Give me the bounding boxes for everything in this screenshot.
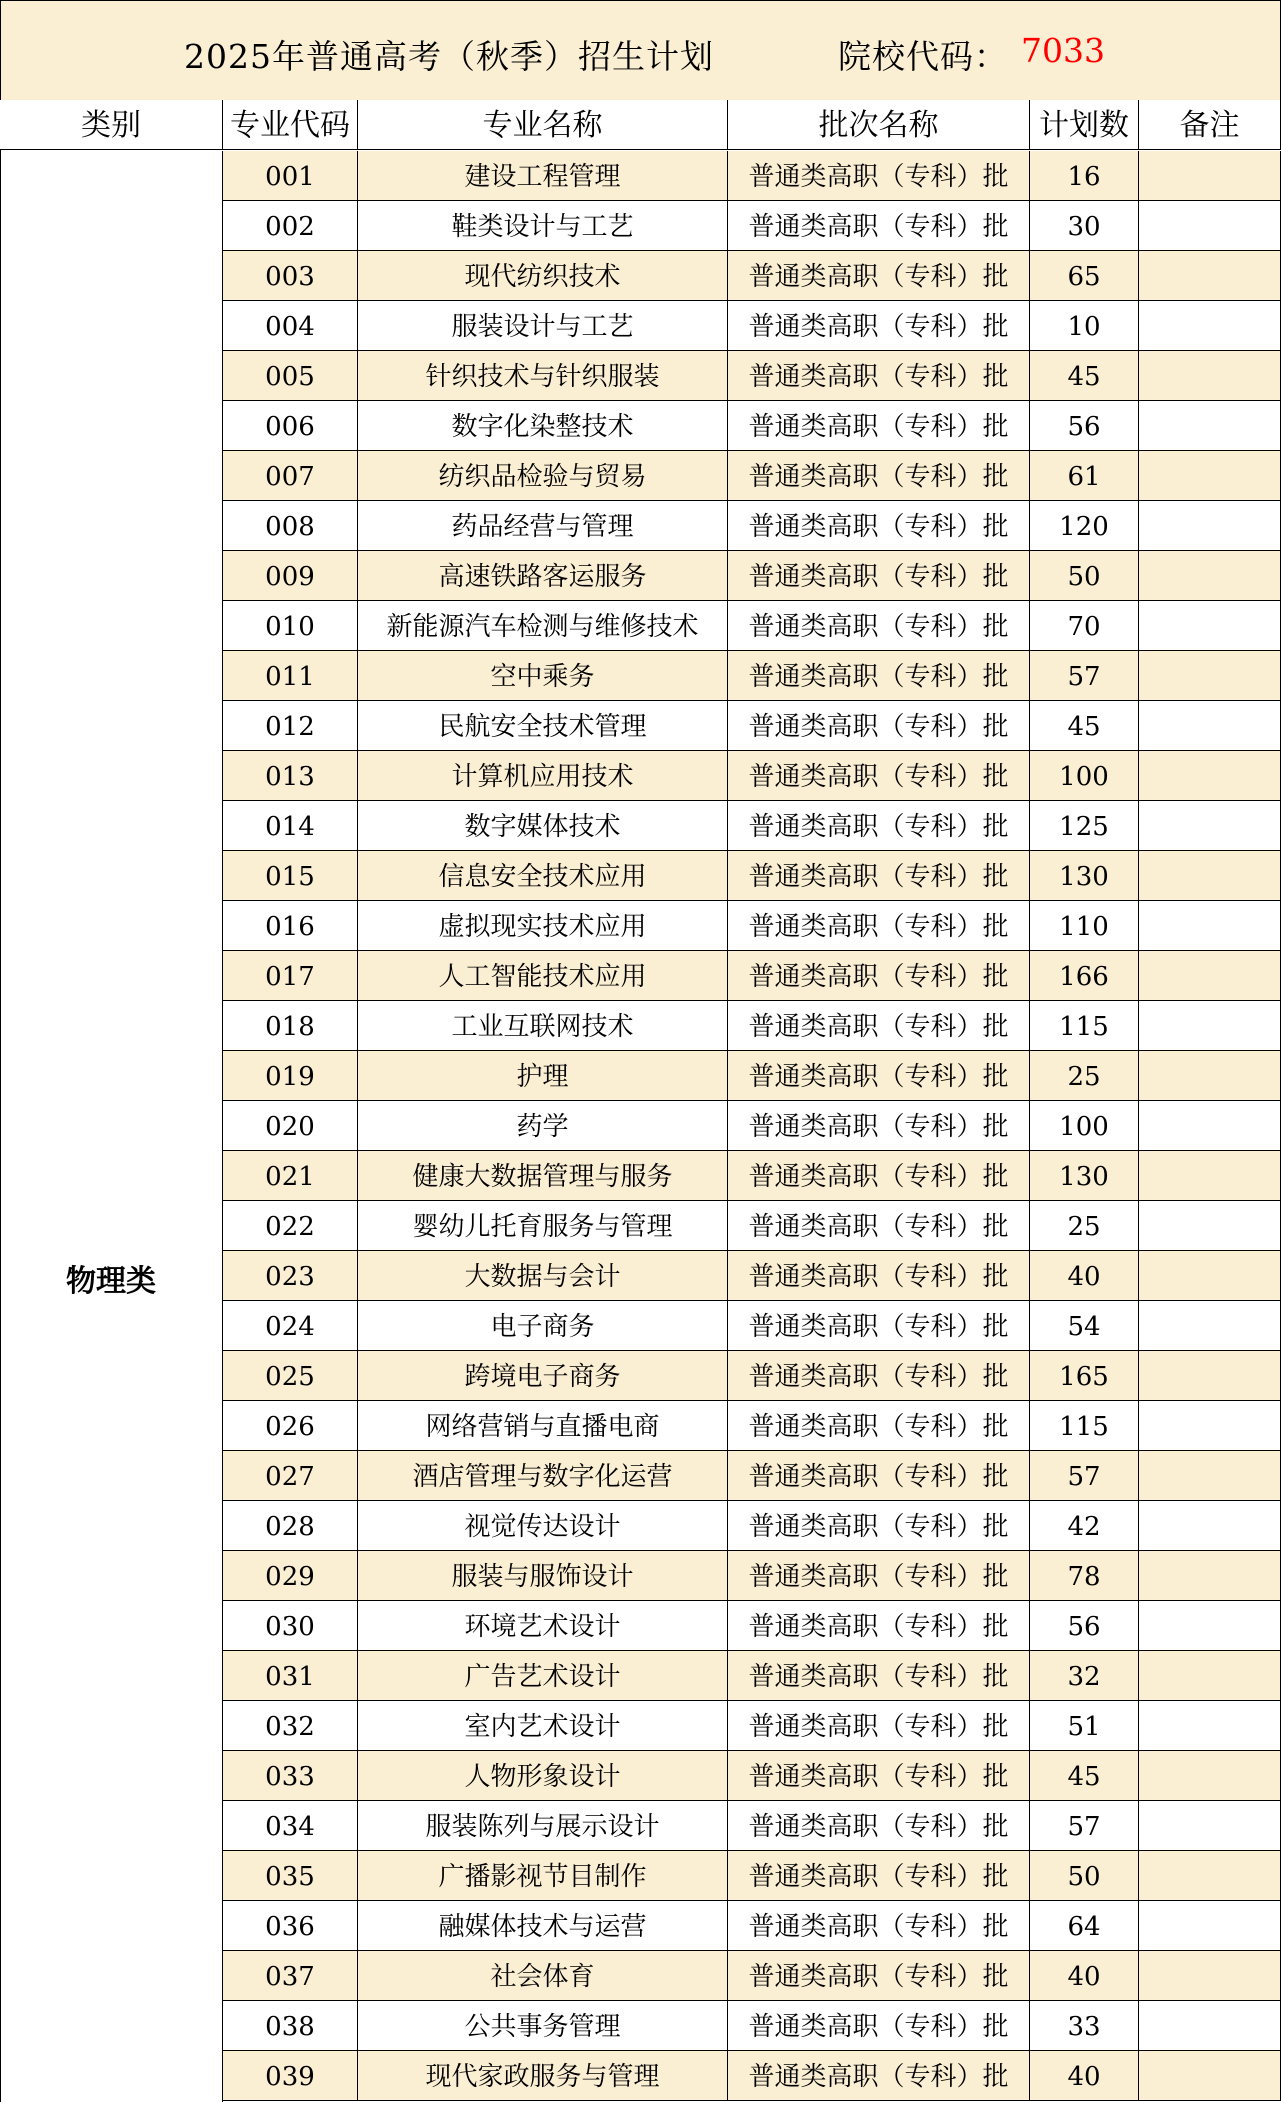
remarks-cell (1139, 251, 1281, 301)
table-row (223, 1601, 1281, 1651)
plan-count-cell: 50 (1030, 551, 1139, 601)
plan-count-cell: 32 (1030, 1651, 1139, 1701)
major-name-cell: 跨境电子商务 (358, 1351, 728, 1401)
major-code-cell: 038 (223, 2001, 358, 2051)
major-name-cell: 公共事务管理 (358, 2001, 728, 2051)
batch-name-cell: 普通类高职（专科）批 (728, 1901, 1030, 1951)
plan-count-cell: 45 (1030, 701, 1139, 751)
table-row (223, 701, 1281, 751)
major-code-cell: 020 (223, 1101, 358, 1151)
batch-name-cell: 普通类高职（专科）批 (728, 1551, 1030, 1601)
major-code-cell: 023 (223, 1251, 358, 1301)
table-row (223, 901, 1281, 951)
remarks-cell (1139, 1301, 1281, 1351)
table-row (223, 801, 1281, 851)
major-name-cell: 健康大数据管理与服务 (358, 1151, 728, 1201)
major-name-cell: 服装陈列与展示设计 (358, 1801, 728, 1851)
batch-name-cell: 普通类高职（专科）批 (728, 1751, 1030, 1801)
major-name-cell: 婴幼儿托育服务与管理 (358, 1201, 728, 1251)
table-row (223, 601, 1281, 651)
plan-count-cell: 120 (1030, 501, 1139, 551)
remarks-cell (1139, 1551, 1281, 1601)
batch-name-cell: 普通类高职（专科）批 (728, 1601, 1030, 1651)
batch-name-cell: 普通类高职（专科）批 (728, 151, 1030, 201)
major-code-cell: 019 (223, 1051, 358, 1101)
plan-count-cell: 45 (1030, 1751, 1139, 1801)
batch-name-cell: 普通类高职（专科）批 (728, 2001, 1030, 2051)
major-code-cell: 018 (223, 1001, 358, 1051)
batch-name-cell: 普通类高职（专科）批 (728, 1501, 1030, 1551)
major-name-cell: 工业互联网技术 (358, 1001, 728, 1051)
major-code-cell: 001 (223, 151, 358, 201)
table-row (223, 201, 1281, 251)
plan-count-cell: 100 (1030, 1101, 1139, 1151)
batch-name-cell: 普通类高职（专科）批 (728, 401, 1030, 451)
major-name-cell: 现代家政服务与管理 (358, 2051, 728, 2101)
batch-name-cell: 普通类高职（专科）批 (728, 551, 1030, 601)
table-row (223, 1401, 1281, 1451)
major-name-cell: 信息安全技术应用 (358, 851, 728, 901)
table-row (223, 1501, 1281, 1551)
major-code-cell: 035 (223, 1851, 358, 1901)
major-code-cell: 037 (223, 1951, 358, 2001)
major-code-cell: 024 (223, 1301, 358, 1351)
plan-count-cell: 54 (1030, 1301, 1139, 1351)
remarks-cell (1139, 201, 1281, 251)
remarks-cell (1139, 1201, 1281, 1251)
school-code-value: 7033 (1021, 31, 1105, 70)
table-row (223, 1801, 1281, 1851)
table-row (223, 1001, 1281, 1051)
major-code-cell: 027 (223, 1451, 358, 1501)
major-code-cell: 017 (223, 951, 358, 1001)
remarks-cell (1139, 1101, 1281, 1151)
major-code-cell: 008 (223, 501, 358, 551)
remarks-cell (1139, 2051, 1281, 2101)
major-code-cell: 032 (223, 1701, 358, 1751)
major-code-cell: 039 (223, 2051, 358, 2101)
plan-count-cell: 100 (1030, 751, 1139, 801)
table-row (223, 1901, 1281, 1951)
remarks-cell (1139, 1751, 1281, 1801)
batch-name-cell: 普通类高职（专科）批 (728, 301, 1030, 351)
remarks-cell (1139, 2001, 1281, 2051)
major-name-cell: 数字媒体技术 (358, 801, 728, 851)
header-major-name: 专业名称 (358, 100, 728, 150)
batch-name-cell: 普通类高职（专科）批 (728, 751, 1030, 801)
plan-count-cell: 40 (1030, 2051, 1139, 2101)
plan-count-cell: 30 (1030, 201, 1139, 251)
header-category: 类别 (0, 100, 223, 150)
title-bar (0, 0, 1281, 101)
remarks-cell (1139, 551, 1281, 601)
table-row (223, 351, 1281, 401)
batch-name-cell: 普通类高职（专科）批 (728, 201, 1030, 251)
major-code-cell: 021 (223, 1151, 358, 1201)
table-row (223, 1151, 1281, 1201)
major-name-cell: 服装与服饰设计 (358, 1551, 728, 1601)
remarks-cell (1139, 1951, 1281, 2001)
plan-count-cell: 130 (1030, 1151, 1139, 1201)
remarks-cell (1139, 651, 1281, 701)
table-row (223, 1951, 1281, 2001)
major-name-cell: 高速铁路客运服务 (358, 551, 728, 601)
major-code-cell: 002 (223, 201, 358, 251)
major-name-cell: 电子商务 (358, 1301, 728, 1351)
batch-name-cell: 普通类高职（专科）批 (728, 451, 1030, 501)
major-code-cell: 025 (223, 1351, 358, 1401)
major-code-cell: 014 (223, 801, 358, 851)
batch-name-cell: 普通类高职（专科）批 (728, 801, 1030, 851)
major-code-cell: 015 (223, 851, 358, 901)
remarks-cell (1139, 351, 1281, 401)
major-name-cell: 社会体育 (358, 1951, 728, 2001)
major-code-cell: 011 (223, 651, 358, 701)
major-name-cell: 人工智能技术应用 (358, 951, 728, 1001)
major-name-cell: 广告艺术设计 (358, 1651, 728, 1701)
batch-name-cell: 普通类高职（专科）批 (728, 1451, 1030, 1501)
table-row (223, 1051, 1281, 1101)
table-row (223, 1751, 1281, 1801)
batch-name-cell: 普通类高职（专科）批 (728, 251, 1030, 301)
major-name-cell: 人物形象设计 (358, 1751, 728, 1801)
remarks-cell (1139, 1401, 1281, 1451)
header-remarks: 备注 (1139, 100, 1281, 150)
remarks-cell (1139, 701, 1281, 751)
table-row (223, 1701, 1281, 1751)
remarks-cell (1139, 751, 1281, 801)
table-row (223, 1351, 1281, 1401)
table-row (223, 451, 1281, 501)
remarks-cell (1139, 451, 1281, 501)
major-code-cell: 006 (223, 401, 358, 451)
table-row (223, 301, 1281, 351)
batch-name-cell: 普通类高职（专科）批 (728, 1401, 1030, 1451)
major-code-cell: 028 (223, 1501, 358, 1551)
table-row (223, 1551, 1281, 1601)
remarks-cell (1139, 1851, 1281, 1901)
remarks-cell (1139, 401, 1281, 451)
header-plan-count: 计划数 (1030, 100, 1139, 150)
major-name-cell: 室内艺术设计 (358, 1701, 728, 1751)
major-name-cell: 针织技术与针织服装 (358, 351, 728, 401)
table-row (223, 2051, 1281, 2101)
batch-name-cell: 普通类高职（专科）批 (728, 851, 1030, 901)
remarks-cell (1139, 1151, 1281, 1201)
remarks-cell (1139, 601, 1281, 651)
table-row (223, 151, 1281, 201)
header-major-code: 专业代码 (223, 100, 358, 150)
remarks-cell (1139, 1651, 1281, 1701)
major-name-cell: 虚拟现实技术应用 (358, 901, 728, 951)
plan-count-cell: 16 (1030, 151, 1139, 201)
major-code-cell: 003 (223, 251, 358, 301)
plan-count-cell: 110 (1030, 901, 1139, 951)
major-code-cell: 013 (223, 751, 358, 801)
table-row (223, 1451, 1281, 1501)
batch-name-cell: 普通类高职（专科）批 (728, 1151, 1030, 1201)
plan-count-cell: 25 (1030, 1201, 1139, 1251)
table-row (223, 501, 1281, 551)
plan-count-cell: 33 (1030, 2001, 1139, 2051)
major-name-cell: 大数据与会计 (358, 1251, 728, 1301)
plan-count-cell: 45 (1030, 351, 1139, 401)
major-code-cell: 033 (223, 1751, 358, 1801)
remarks-cell (1139, 1051, 1281, 1101)
remarks-cell (1139, 151, 1281, 201)
plan-count-cell: 40 (1030, 1251, 1139, 1301)
batch-name-cell: 普通类高职（专科）批 (728, 1951, 1030, 2001)
batch-name-cell: 普通类高职（专科）批 (728, 1101, 1030, 1151)
batch-name-cell: 普通类高职（专科）批 (728, 1701, 1030, 1751)
major-code-cell: 010 (223, 601, 358, 651)
remarks-cell (1139, 851, 1281, 901)
table-header-row (0, 100, 1281, 150)
batch-name-cell: 普通类高职（专科）批 (728, 1651, 1030, 1701)
batch-name-cell: 普通类高职（专科）批 (728, 951, 1030, 1001)
table-row (223, 1251, 1281, 1301)
batch-name-cell: 普通类高职（专科）批 (728, 501, 1030, 551)
plan-count-cell: 115 (1030, 1001, 1139, 1051)
batch-name-cell: 普通类高职（专科）批 (728, 1001, 1030, 1051)
remarks-cell (1139, 301, 1281, 351)
plan-count-cell: 57 (1030, 1801, 1139, 1851)
major-name-cell: 药学 (358, 1101, 728, 1151)
major-code-cell: 012 (223, 701, 358, 751)
remarks-cell (1139, 1001, 1281, 1051)
major-code-cell: 029 (223, 1551, 358, 1601)
major-code-cell: 031 (223, 1651, 358, 1701)
plan-count-cell: 130 (1030, 851, 1139, 901)
remarks-cell (1139, 1701, 1281, 1751)
plan-count-cell: 78 (1030, 1551, 1139, 1601)
school-code-label: 院校代码： (838, 37, 1008, 76)
batch-name-cell: 普通类高职（专科）批 (728, 1251, 1030, 1301)
batch-name-cell: 普通类高职（专科）批 (728, 651, 1030, 701)
plan-count-cell: 70 (1030, 601, 1139, 651)
major-name-cell: 民航安全技术管理 (358, 701, 728, 751)
plan-count-cell: 42 (1030, 1501, 1139, 1551)
plan-count-cell: 61 (1030, 451, 1139, 501)
batch-name-cell: 普通类高职（专科）批 (728, 2051, 1030, 2101)
major-name-cell: 酒店管理与数字化运营 (358, 1451, 728, 1501)
plan-count-cell: 57 (1030, 651, 1139, 701)
major-name-cell: 计算机应用技术 (358, 751, 728, 801)
plan-count-cell: 25 (1030, 1051, 1139, 1101)
category-cell (0, 151, 223, 2102)
major-name-cell: 鞋类设计与工艺 (358, 201, 728, 251)
page-title: 2025年普通高考（秋季）招生计划 (184, 37, 714, 76)
major-name-cell: 建设工程管理 (358, 151, 728, 201)
major-name-cell: 视觉传达设计 (358, 1501, 728, 1551)
table-row (223, 851, 1281, 901)
major-name-cell: 护理 (358, 1051, 728, 1101)
remarks-cell (1139, 951, 1281, 1001)
major-name-cell: 纺织品检验与贸易 (358, 451, 728, 501)
major-code-cell: 004 (223, 301, 358, 351)
table-row (223, 2001, 1281, 2051)
batch-name-cell: 普通类高职（专科）批 (728, 1201, 1030, 1251)
major-name-cell: 广播影视节目制作 (358, 1851, 728, 1901)
plan-count-cell: 56 (1030, 1601, 1139, 1651)
table-row (223, 651, 1281, 701)
table-row (223, 1101, 1281, 1151)
table-row (223, 1301, 1281, 1351)
plan-count-cell: 40 (1030, 1951, 1139, 2001)
plan-count-cell: 65 (1030, 251, 1139, 301)
remarks-cell (1139, 901, 1281, 951)
plan-count-cell: 56 (1030, 401, 1139, 451)
major-code-cell: 036 (223, 1901, 358, 1951)
major-name-cell: 药品经营与管理 (358, 501, 728, 551)
plan-count-cell: 125 (1030, 801, 1139, 851)
remarks-cell (1139, 1451, 1281, 1501)
batch-name-cell: 普通类高职（专科）批 (728, 1851, 1030, 1901)
remarks-cell (1139, 1351, 1281, 1401)
batch-name-cell: 普通类高职（专科）批 (728, 351, 1030, 401)
category-label: 物理类 (66, 1264, 156, 1299)
major-name-cell: 环境艺术设计 (358, 1601, 728, 1651)
plan-count-cell: 51 (1030, 1701, 1139, 1751)
batch-name-cell: 普通类高职（专科）批 (728, 1801, 1030, 1851)
remarks-cell (1139, 501, 1281, 551)
table-row (223, 1651, 1281, 1701)
plan-count-cell: 64 (1030, 1901, 1139, 1951)
remarks-cell (1139, 1501, 1281, 1551)
plan-count-cell: 115 (1030, 1401, 1139, 1451)
major-code-cell: 026 (223, 1401, 358, 1451)
major-name-cell: 网络营销与直播电商 (358, 1401, 728, 1451)
remarks-cell (1139, 1801, 1281, 1851)
table-row (223, 551, 1281, 601)
major-code-cell: 007 (223, 451, 358, 501)
major-name-cell: 服装设计与工艺 (358, 301, 728, 351)
major-name-cell: 空中乘务 (358, 651, 728, 701)
major-code-cell: 022 (223, 1201, 358, 1251)
plan-count-cell: 166 (1030, 951, 1139, 1001)
batch-name-cell: 普通类高职（专科）批 (728, 1051, 1030, 1101)
plan-count-cell: 165 (1030, 1351, 1139, 1401)
plan-count-cell: 10 (1030, 301, 1139, 351)
plan-count-cell: 57 (1030, 1451, 1139, 1501)
major-code-cell: 009 (223, 551, 358, 601)
table-row (223, 1851, 1281, 1901)
table-row (223, 951, 1281, 1001)
table-row (223, 1201, 1281, 1251)
major-code-cell: 016 (223, 901, 358, 951)
remarks-cell (1139, 1251, 1281, 1301)
major-name-cell: 现代纺织技术 (358, 251, 728, 301)
major-code-cell: 030 (223, 1601, 358, 1651)
batch-name-cell: 普通类高职（专科）批 (728, 701, 1030, 751)
table-row (223, 401, 1281, 451)
remarks-cell (1139, 1601, 1281, 1651)
remarks-cell (1139, 801, 1281, 851)
major-name-cell: 数字化染整技术 (358, 401, 728, 451)
batch-name-cell: 普通类高职（专科）批 (728, 901, 1030, 951)
major-code-cell: 005 (223, 351, 358, 401)
table-row (223, 251, 1281, 301)
batch-name-cell: 普通类高职（专科）批 (728, 601, 1030, 651)
batch-name-cell: 普通类高职（专科）批 (728, 1351, 1030, 1401)
header-batch-name: 批次名称 (728, 100, 1030, 150)
major-name-cell: 融媒体技术与运营 (358, 1901, 728, 1951)
table-row (223, 751, 1281, 801)
major-name-cell: 新能源汽车检测与维修技术 (358, 601, 728, 651)
batch-name-cell: 普通类高职（专科）批 (728, 1301, 1030, 1351)
major-code-cell: 034 (223, 1801, 358, 1851)
remarks-cell (1139, 1901, 1281, 1951)
plan-count-cell: 50 (1030, 1851, 1139, 1901)
